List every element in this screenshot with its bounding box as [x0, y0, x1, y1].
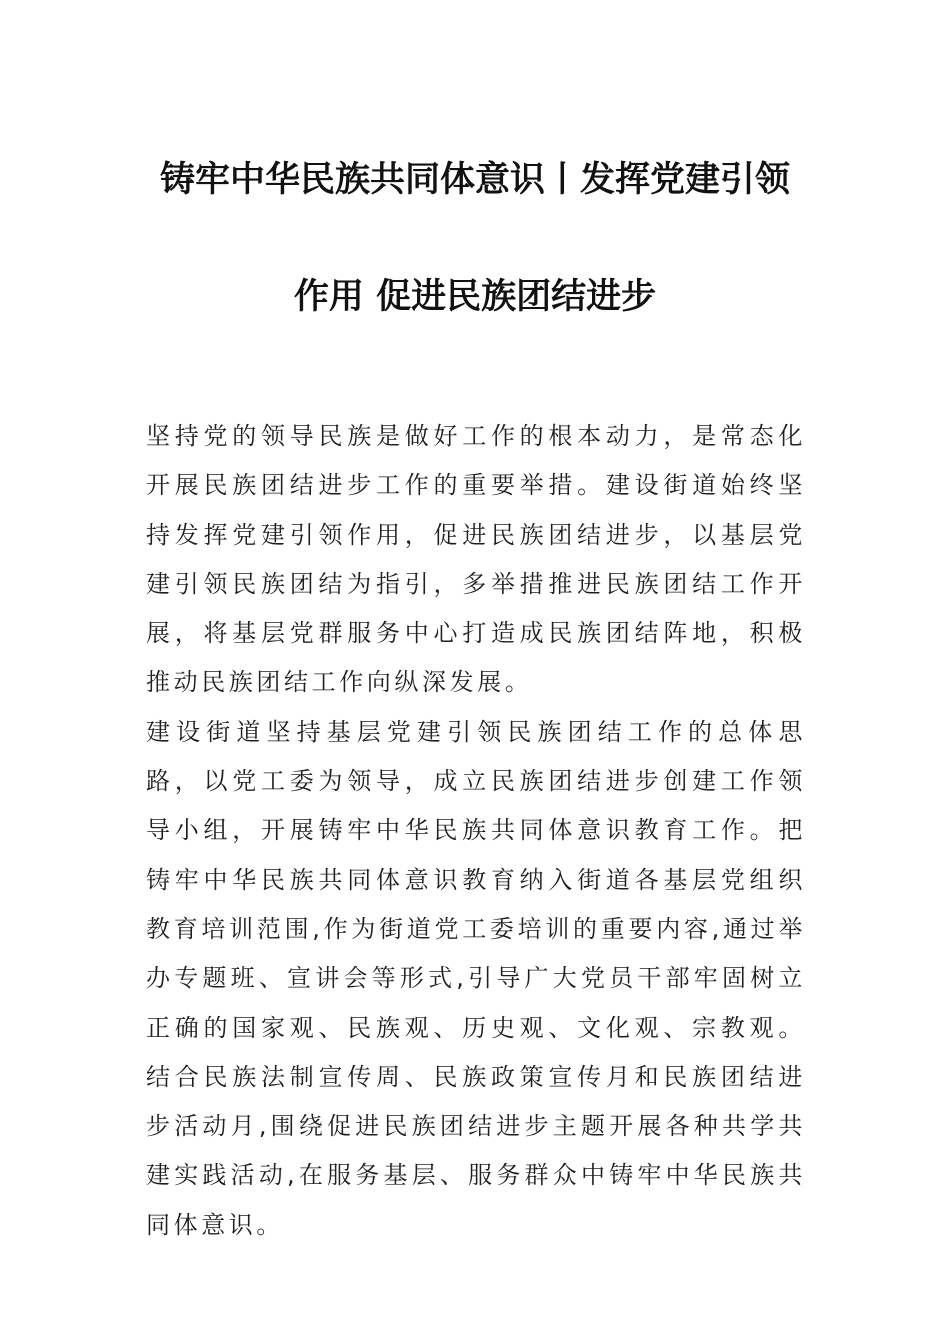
- body-paragraph-2: 建设街道坚持基层党建引领民族团结工作的总体思路，以党工委为领导，成立民族团结进步创建工作领导小组，开展铸牢中华民族共同体意识教育工作。把铸牢中华民族共同体意识教育纳入街道各基层党组织教育培训范围,作为街道党工委培训的重要内容,通过举办专题班、宣讲会等形式,引导广大党员干部牢固树立正确的国家观、民族观、历史观、文化观、宗教观。结合民族法制宣传周、民族政策宣传月和民族团结进步活动月,围绕促进民族团结进步主题开展各种共学共建实践活动,在服务基层、服务群众中铸牢中华民族共同体意识。: [146, 717, 806, 1239]
- document-title-line-2: 作用 促进民族团结进步: [293, 277, 657, 317]
- body-paragraph-1: 坚持党的领导民族是做好工作的根本动力，是常态化开展民族团结进步工作的重要举措。建设街道始终坚持发挥党建引领作用，促进民族团结进步，以基层党建引领民族团结为指引，多举措推进民族团结工作开展，将基层党群服务中心打造成民族团结阵地，积极推动民族团结工作向纵深发展。: [146, 422, 806, 697]
- document-body: [146, 412, 806, 1250]
- document-title-line-1: 铸牢中华民族共同体意识丨发挥党建引领: [159, 160, 790, 200]
